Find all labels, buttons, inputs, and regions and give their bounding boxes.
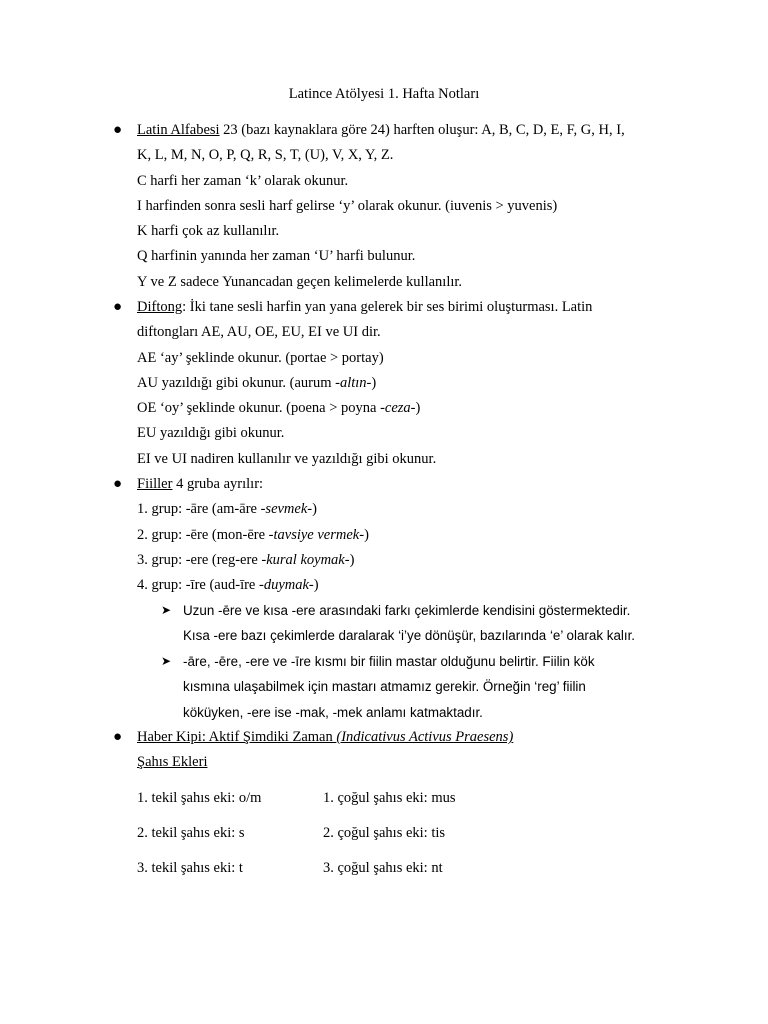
meaning-italic: altın- [339,374,372,391]
suffix-row: 3. çoğul şahıs eki: nt [323,860,443,876]
term-diftong: Diftong [137,299,183,315]
diphthong-line: AE ‘ay’ şeklinde okunur. (portae > portay) [137,349,384,366]
term-fiiller: Fiiller [137,476,173,492]
section-alphabet [113,118,697,295]
suffix-row: 2. çoğul şahıs eki: tis [323,825,446,841]
verb-group: 4. grup: -īre (aud-īre -duymak-) [137,577,319,594]
verb-group: 3. grup: -ere (reg-ere -kural koymak-) [137,551,355,568]
meaning-italic: duymak- [263,577,314,594]
diphthong-line: EI ve UI nadiren kullanılır ve yazıldığı gibi okunur. [137,450,437,467]
section-verbs [113,472,697,598]
verb-group: 1. grup: -āre (am-āre -sevmek-) [137,501,317,518]
alphabet-line: C harfi her zaman ‘k’ olarak okunur. [137,172,349,189]
alphabet-line: K, L, M, N, O, P, Q, R, S, T, (U), V, X, Y, Z. [137,147,394,164]
arrow-bullet-icon: ➤ [161,654,172,668]
bullet-icon: ● [113,122,123,138]
verb-note: ➤ Uzun -ēre ve kısa -ere arasındaki farkı çekimlerde kendisini göstermektedir. Kısa -ere bazı çekimlerde daralarak ‘i’ye dönüşür, bazılarında ‘e’ olarak kalır. [183,598,703,649]
suffix-row: 2. tekil şahıs eki: s [137,825,245,841]
verb-note: ➤ -āre, -ēre, -ere ve -īre kısmı bir fiilin mastar olduğunu belirtir. Fiilin kök kısmına ulaşabilmek için mastarı atmamız gerekir. Örneğin ‘reg’ fiilin köküyken, -ere ise -mak, -mek anlamı katmaktadır. [183,649,703,725]
arrow-bullet-icon: ➤ [161,603,172,617]
verb-group: 2. grup: -ēre (mon-ēre -tavsiye vermek-) [137,526,369,543]
diphthong-line: AU yazıldığı gibi okunur. (aurum -altın-) [137,374,377,391]
mood-heading: Haber Kipi: Aktif Şimdiki Zaman (Indicativus Activus Praesens) [137,729,514,745]
bullet-icon: ● [113,299,123,315]
alphabet-line: Q harfinin yanında her zaman ‘U’ harfi bulunur. [137,248,416,265]
alphabet-line: K harfi çok az kullanılır. [137,223,280,240]
term-latin-alfabesi: Latin Alfabesi [137,122,220,138]
alphabet-line: 23 (bazı kaynaklara göre 24) harften oluşur: A, B, C, D, E, F, G, H, I, [219,122,625,138]
suffix-row: 1. çoğul şahıs eki: mus [323,790,456,806]
bullet-icon: ● [113,476,123,492]
suffix-row: 1. tekil şahıs eki: o/m [137,790,262,806]
diphthong-line: diftongları AE, AU, OE, EU, EI ve UI dir. [137,324,381,341]
diphthong-line: EU yazıldığı gibi okunur. [137,425,285,442]
meaning-italic: sevmek- [265,501,313,518]
verbs-intro: 4 gruba ayrılır: [172,476,264,492]
diphthong-line: : İki tane sesli harfin yan yana gelerek bir ses birimi oluşturması. Latin [182,299,593,315]
section-diphthong [113,295,697,472]
suffix-row: 3. tekil şahıs eki: t [137,860,243,876]
section-mood [113,725,697,776]
alphabet-line: I harfinden sonra sesli harf gelirse ‘y’ olarak okunur. (iuvenis > yuvenis) [137,197,558,214]
meaning-italic: tavsiye vermek- [273,526,365,543]
bullet-icon: ● [113,729,123,745]
page-title: Latince Atölyesi 1. Hafta Notları [288,86,480,102]
meaning-italic: kural koymak- [266,551,350,568]
alphabet-line: Y ve Z sadece Yunancadan geçen kelimelerde kullanılır. [137,273,463,290]
suffixes-label: Şahıs Ekleri [137,754,208,771]
diphthong-line: OE ‘oy’ şeklinde okunur. (poena > poyna -ceza-) [137,400,421,417]
meaning-italic: ceza- [384,400,416,417]
